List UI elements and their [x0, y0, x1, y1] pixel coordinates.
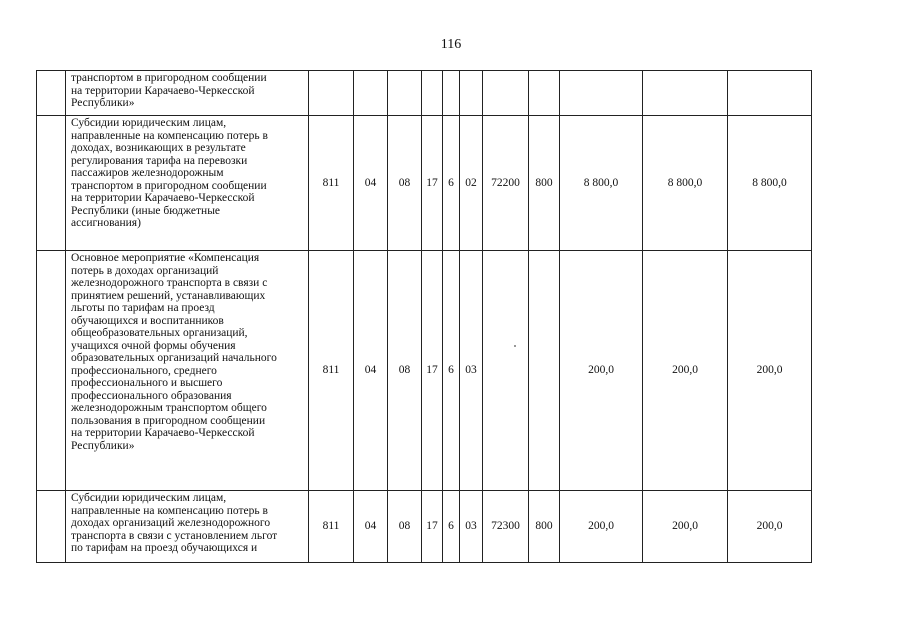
description-line: регулирования тарифа на перевозки [71, 154, 248, 167]
cell-c3 [388, 71, 422, 116]
cell-c2 [354, 71, 388, 116]
cell-c1: 811 [309, 116, 354, 251]
cell-c4: 17 [422, 491, 443, 563]
description-line: общеобразовательных организаций, [71, 327, 248, 339]
cell-c1 [309, 71, 354, 116]
budget-table [36, 70, 812, 563]
cell-v3 [728, 71, 812, 116]
cell-c3: 08 [388, 491, 422, 563]
row-description [37, 116, 309, 251]
cell-c4 [422, 71, 443, 116]
cell-c5 [443, 71, 460, 116]
description-line: доходах организаций железнодорожного [71, 517, 271, 529]
description-line: обучающихся и воспитанников [71, 314, 224, 327]
cell-v3: 200,0 [728, 251, 812, 491]
cell-c4: 17 [422, 116, 443, 251]
description-line: льготы по тарифам на проезд [71, 302, 215, 314]
description-line: на территории Карачаево-Черкесской [71, 192, 255, 204]
cell-v1: 200,0 [560, 491, 643, 563]
table-row [37, 116, 812, 251]
cell-c1: 811 [309, 491, 354, 563]
description-line: Республики (иные бюджетные [71, 204, 221, 217]
description-line: учащихся очной формы обучения [71, 339, 236, 352]
description-line: Субсидии юридическим лицам, [71, 117, 227, 129]
cell-c8: 800 [529, 116, 560, 251]
cell-c6: 03 [460, 491, 483, 563]
table-row [37, 71, 812, 116]
cell-c5: 6 [443, 251, 460, 491]
page-number: 116 [440, 37, 462, 52]
cell-c5: 6 [443, 491, 460, 563]
cell-c3: 08 [388, 116, 422, 251]
cell-c6: 02 [460, 116, 483, 251]
description-line: доходах, возникающих в результате [71, 142, 246, 154]
cell-v1 [560, 71, 643, 116]
description-line: Субсидии юридическим лицам, [71, 492, 227, 504]
cell-c8: 800 [529, 491, 560, 563]
cell-c7 [483, 251, 529, 491]
cell-v2: 200,0 [643, 491, 728, 563]
cell-v1: 200,0 [560, 251, 643, 491]
description-line: пассажиров железнодорожным [71, 167, 224, 179]
table-row [37, 251, 812, 491]
description-line: железнодорожным транспортом общего [71, 402, 267, 414]
cell-v2: 8 800,0 [643, 116, 728, 251]
description-line: транспорта в связи с установлением льгот [71, 529, 278, 542]
table-row [37, 491, 812, 563]
description-line: на территории Карачаево-Черкесской [71, 427, 255, 439]
row-description [37, 251, 309, 491]
description-line: направленные на компенсацию потерь в [71, 129, 268, 142]
description-line: профессионального, среднего [71, 364, 217, 377]
description-line: железнодорожного транспорта в связи с [71, 277, 268, 289]
cell-c6 [460, 71, 483, 116]
cell-c2: 04 [354, 251, 388, 491]
cell-v3: 8 800,0 [728, 116, 812, 251]
cell-c2: 04 [354, 491, 388, 563]
cell-v3: 200,0 [728, 491, 812, 563]
cell-c8 [529, 251, 560, 491]
description-line: транспортом в пригородном сообщении [71, 72, 267, 84]
cell-c7: 72200 [483, 116, 529, 251]
cell-c7: 72300 [483, 491, 529, 563]
description-line: Основное мероприятие «Компенсация [71, 252, 260, 264]
cell-c1: 811 [309, 251, 354, 491]
cell-v1: 8 800,0 [560, 116, 643, 251]
description-line: профессионального образования [71, 389, 232, 402]
description-line: по тарифам на проезд обучающихся и [71, 542, 258, 554]
description-line: Республики» [71, 439, 135, 452]
description-line: на территории Карачаево-Черкесской [71, 84, 255, 97]
cell-c6: 03 [460, 251, 483, 491]
description-line: ассигнования) [71, 217, 141, 229]
description-line: профессионального и высшего [71, 377, 223, 389]
row-description [37, 491, 309, 563]
description-line: транспортом в пригородном сообщении [71, 179, 267, 192]
row-description [37, 71, 309, 116]
cell-c8 [529, 71, 560, 116]
scan-speck [514, 345, 516, 347]
description-line: пользования в пригородном сообщении [71, 414, 266, 427]
cell-c5: 6 [443, 116, 460, 251]
cell-v2: 200,0 [643, 251, 728, 491]
description-line: принятием решений, устанавливающих [71, 289, 266, 302]
cell-c4: 17 [422, 251, 443, 491]
description-line: образовательных организаций начального [71, 352, 277, 364]
cell-c2: 04 [354, 116, 388, 251]
description-line: Республики» [71, 97, 135, 109]
cell-c7 [483, 71, 529, 116]
cell-v2 [643, 71, 728, 116]
description-line: направленные на компенсацию потерь в [71, 504, 268, 517]
description-line: потерь в доходах организаций [71, 264, 219, 277]
cell-c3: 08 [388, 251, 422, 491]
